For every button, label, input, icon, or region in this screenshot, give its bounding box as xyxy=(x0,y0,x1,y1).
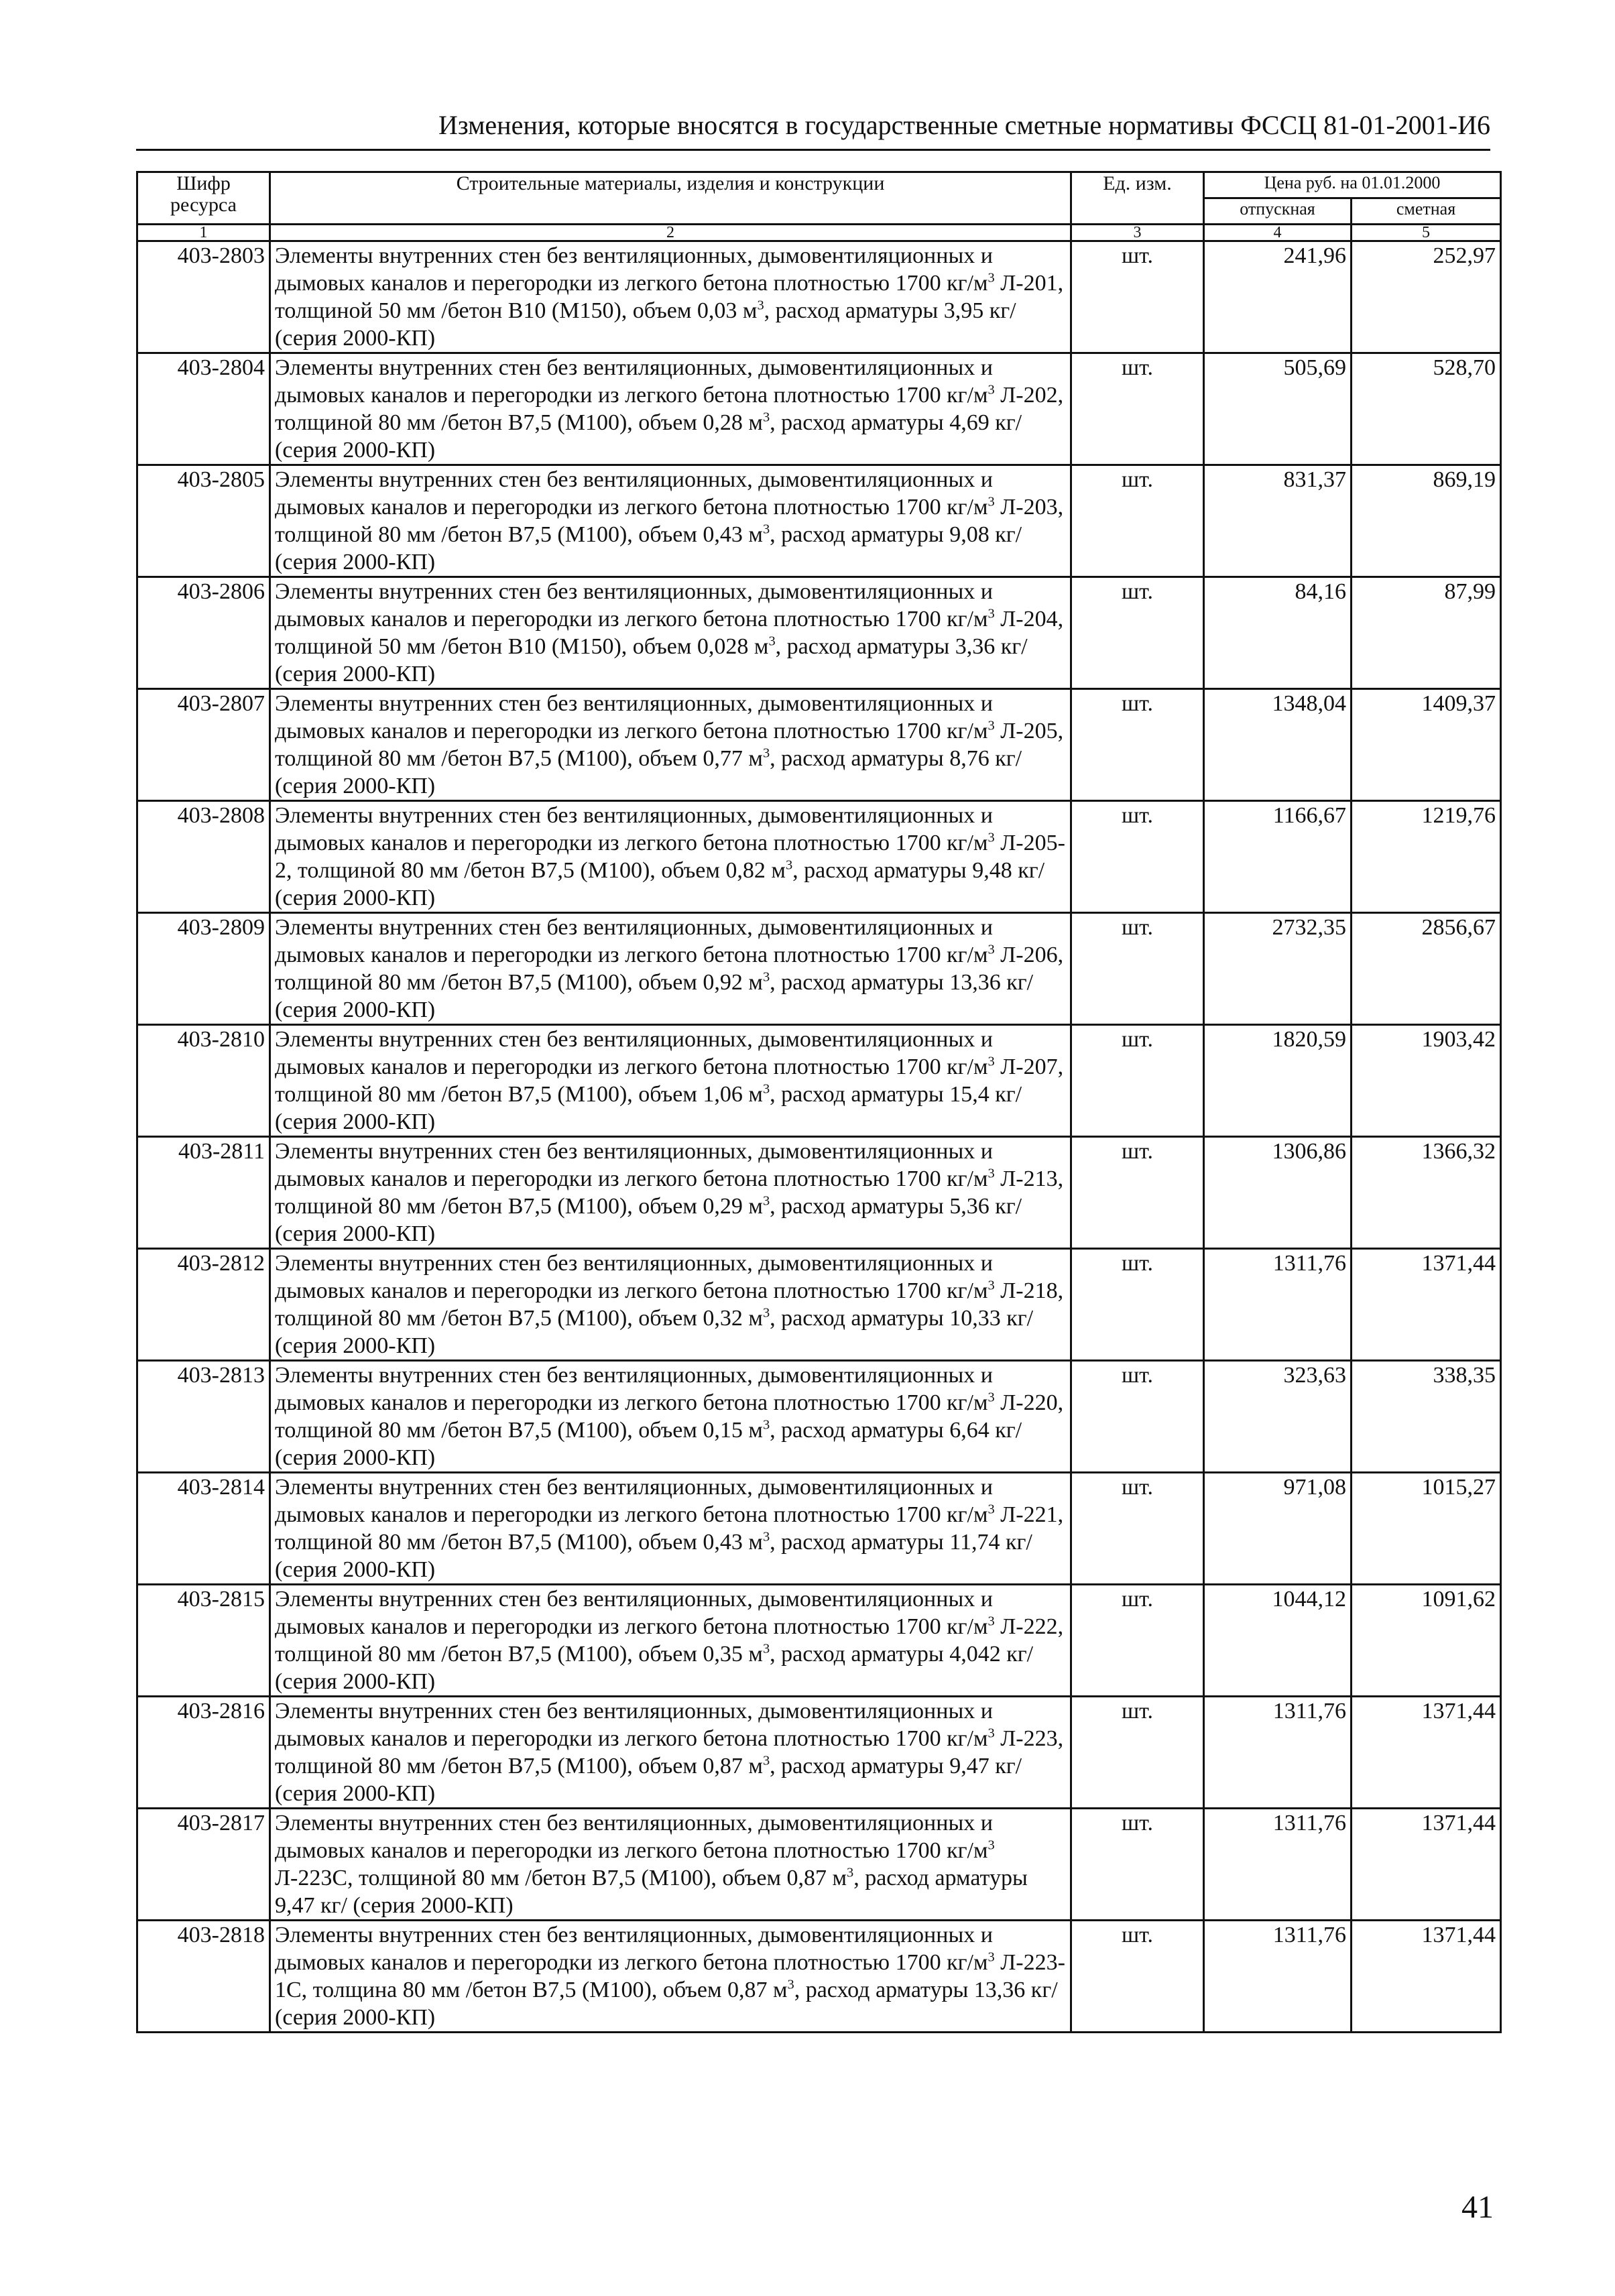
superscript-3: 3 xyxy=(988,494,995,509)
superscript-3: 3 xyxy=(988,1054,995,1069)
description-part: , расход арматуры 6,64 кг/ (серия 2000-КП) xyxy=(275,1418,1022,1470)
description-part: , расход арматуры 13,36 кг/ (серия 2000-КП) xyxy=(275,1978,1058,2030)
table-row xyxy=(137,241,1501,353)
resource-code: 403-2818 xyxy=(137,1921,270,2033)
release-price: 2732,35 xyxy=(1204,913,1352,1025)
description-part: , расход арматуры 10,33 кг/ (серия 2000-КП) xyxy=(275,1306,1034,1358)
header-estimate-price: сметная xyxy=(1352,198,1501,225)
superscript-3: 3 xyxy=(762,1305,770,1321)
superscript-3: 3 xyxy=(988,1614,995,1629)
resource-code: 403-2806 xyxy=(137,577,270,689)
description-part: , расход арматуры 15,4 кг/ (серия 2000-КП) xyxy=(275,1082,1022,1134)
description-part: Элементы внутренних стен без вентиляционных, дымовентиляционных и дымовых каналов и перегородки из легкого бетона плотностью 1700 кг/м xyxy=(275,1027,993,1079)
unit-of-measure: шт. xyxy=(1071,1137,1204,1249)
release-price: 971,08 xyxy=(1204,1473,1352,1585)
item-description xyxy=(270,1809,1071,1921)
superscript-3: 3 xyxy=(988,1502,995,1517)
resource-code: 403-2805 xyxy=(137,465,270,577)
description-part: Элементы внутренних стен без вентиляционных, дымовентиляционных и дымовых каналов и перегородки из легкого бетона плотностью 1700 кг/м xyxy=(275,579,993,631)
item-description xyxy=(270,1921,1071,2033)
item-description xyxy=(270,1361,1071,1473)
unit-of-measure: шт. xyxy=(1071,913,1204,1025)
superscript-3: 3 xyxy=(768,633,776,649)
superscript-3: 3 xyxy=(847,1865,854,1880)
description-part: Элементы внутренних стен без вентиляционных, дымовентиляционных и дымовых каналов и перегородки из легкого бетона плотностью 1700 кг/м xyxy=(275,355,993,408)
resource-code: 403-2808 xyxy=(137,801,270,913)
table-row xyxy=(137,1361,1501,1473)
page-number: 41 xyxy=(1461,2189,1494,2225)
superscript-3: 3 xyxy=(988,606,995,621)
unit-of-measure: шт. xyxy=(1071,1473,1204,1585)
description-part: Л-205, толщиной 80 мм /бетон В7,5 (М100), объем 0,77 м xyxy=(275,719,1064,771)
estimate-price: 1091,62 xyxy=(1352,1585,1501,1697)
estimate-price: 1371,44 xyxy=(1352,1921,1501,2033)
item-description xyxy=(270,241,1071,353)
description-part: Л-221, толщиной 80 мм /бетон В7,5 (М100), объем 0,43 м xyxy=(275,1502,1064,1555)
description-part: , расход арматуры 11,74 кг/ (серия 2000-КП) xyxy=(275,1530,1032,1582)
unit-of-measure: шт. xyxy=(1071,1921,1204,2033)
estimate-price: 87,99 xyxy=(1352,577,1501,689)
resource-code: 403-2807 xyxy=(137,689,270,801)
release-price: 84,16 xyxy=(1204,577,1352,689)
estimate-price: 869,19 xyxy=(1352,465,1501,577)
item-description xyxy=(270,689,1071,801)
item-description xyxy=(270,1025,1071,1137)
superscript-3: 3 xyxy=(988,830,995,845)
description-part: , расход арматуры 4,042 кг/ (серия 2000-КП) xyxy=(275,1642,1034,1694)
estimate-price: 1219,76 xyxy=(1352,801,1501,913)
superscript-3: 3 xyxy=(762,1641,770,1656)
release-price: 1306,86 xyxy=(1204,1137,1352,1249)
description-part: , расход арматуры 9,47 кг/ (серия 2000-КП) xyxy=(275,1866,1028,1918)
item-description xyxy=(270,1473,1071,1585)
release-price: 1166,67 xyxy=(1204,801,1352,913)
description-part: Л-204, толщиной 50 мм /бетон В10 (М150), объем 0,028 м xyxy=(275,607,1064,659)
table-row xyxy=(137,1249,1501,1361)
item-description xyxy=(270,1585,1071,1697)
table-row xyxy=(137,1697,1501,1809)
estimate-price: 1371,44 xyxy=(1352,1697,1501,1809)
page-header xyxy=(136,107,1490,151)
description-part: Элементы внутренних стен без вентиляционных, дымовентиляционных и дымовых каналов и перегородки из легкого бетона плотностью 1700 кг/м xyxy=(275,1587,993,1639)
estimate-price: 1015,27 xyxy=(1352,1473,1501,1585)
estimate-price: 1371,44 xyxy=(1352,1809,1501,1921)
release-price: 1820,59 xyxy=(1204,1025,1352,1137)
unit-of-measure: шт. xyxy=(1071,1249,1204,1361)
description-part: Л-205-2, толщиной 80 мм /бетон В7,5 (М100), объем 0,82 м xyxy=(275,831,1065,883)
description-part: , расход арматуры 8,76 кг/ (серия 2000-КП) xyxy=(275,746,1022,798)
description-part: Элементы внутренних стен без вентиляционных, дымовентиляционных и дымовых каналов и перегородки из легкого бетона плотностью 1700 кг/м xyxy=(275,1475,993,1527)
superscript-3: 3 xyxy=(762,745,770,761)
unit-of-measure: шт. xyxy=(1071,1809,1204,1921)
description-part: Элементы внутренних стен без вентиляционных, дымовентиляционных и дымовых каналов и перегородки из легкого бетона плотностью 1700 кг/м xyxy=(275,243,993,296)
description-part: Л-218, толщиной 80 мм /бетон В7,5 (М100), объем 0,32 м xyxy=(275,1278,1064,1331)
description-part: Л-223С, толщиной 80 мм /бетон В7,5 (М100), объем 0,87 м xyxy=(275,1866,847,1890)
release-price: 241,96 xyxy=(1204,241,1352,353)
release-price: 323,63 xyxy=(1204,1361,1352,1473)
table-row xyxy=(137,1809,1501,1921)
header-code: Шифр ресурса xyxy=(137,172,270,225)
header-unit: Ед. изм. xyxy=(1071,172,1204,225)
resource-code: 403-2804 xyxy=(137,353,270,465)
description-part: Элементы внутренних стен без вентиляционных, дымовентиляционных и дымовых каналов и перегородки из легкого бетона плотностью 1700 кг/м xyxy=(275,1251,993,1303)
release-price: 1311,76 xyxy=(1204,1921,1352,2033)
item-description xyxy=(270,465,1071,577)
description-part: , расход арматуры 9,48 кг/ (серия 2000-КП) xyxy=(275,858,1045,910)
description-part: Л-203, толщиной 80 мм /бетон В7,5 (М100), объем 0,43 м xyxy=(275,495,1064,547)
description-part: Элементы внутренних стен без вентиляционных, дымовентиляционных и дымовых каналов и перегородки из легкого бетона плотностью 1700 кг/м xyxy=(275,1811,993,1863)
description-part: Л-223, толщиной 80 мм /бетон В7,5 (М100), объем 0,87 м xyxy=(275,1726,1064,1778)
superscript-3: 3 xyxy=(757,298,764,313)
superscript-3: 3 xyxy=(762,1529,770,1545)
item-description xyxy=(270,1697,1071,1809)
table-row xyxy=(137,1025,1501,1137)
superscript-3: 3 xyxy=(988,382,995,398)
description-part: Элементы внутренних стен без вентиляционных, дымовентиляционных и дымовых каналов и перегородки из легкого бетона плотностью 1700 кг/м xyxy=(275,691,993,743)
estimate-price: 1366,32 xyxy=(1352,1137,1501,1249)
table-row xyxy=(137,913,1501,1025)
estimate-price: 2856,67 xyxy=(1352,913,1501,1025)
superscript-3: 3 xyxy=(988,1166,995,1181)
release-price: 505,69 xyxy=(1204,353,1352,465)
superscript-3: 3 xyxy=(762,1753,770,1768)
estimate-price: 338,35 xyxy=(1352,1361,1501,1473)
unit-of-measure: шт. xyxy=(1071,689,1204,801)
description-part: , расход арматуры 3,95 кг/ (серия 2000-КП) xyxy=(275,298,1016,351)
column-number: 5 xyxy=(1352,225,1501,241)
resource-code: 403-2812 xyxy=(137,1249,270,1361)
description-part: , расход арматуры 4,69 кг/ (серия 2000-КП) xyxy=(275,410,1022,463)
header-title: Изменения, которые вносятся в государственные сметные нормативы ФССЦ 81-01-2001-И6 xyxy=(438,110,1490,140)
superscript-3: 3 xyxy=(988,942,995,957)
description-part: Элементы внутренних стен без вентиляционных, дымовентиляционных и дымовых каналов и перегородки из легкого бетона плотностью 1700 кг/м xyxy=(275,1923,993,1975)
superscript-3: 3 xyxy=(988,1726,995,1741)
description-part: Л-222, толщиной 80 мм /бетон В7,5 (М100), объем 0,35 м xyxy=(275,1614,1064,1667)
resource-code: 403-2816 xyxy=(137,1697,270,1809)
unit-of-measure: шт. xyxy=(1071,577,1204,689)
item-description xyxy=(270,353,1071,465)
superscript-3: 3 xyxy=(988,1390,995,1405)
unit-of-measure: шт. xyxy=(1071,1585,1204,1697)
superscript-3: 3 xyxy=(762,410,770,425)
description-part: Элементы внутренних стен без вентиляционных, дымовентиляционных и дымовых каналов и перегородки из легкого бетона плотностью 1700 кг/м xyxy=(275,1699,993,1751)
resource-code: 403-2817 xyxy=(137,1809,270,1921)
column-number: 2 xyxy=(270,225,1071,241)
description-part: Л-202, толщиной 80 мм /бетон В7,5 (М100), объем 0,28 м xyxy=(275,383,1064,435)
unit-of-measure: шт. xyxy=(1071,241,1204,353)
description-part: Л-213, толщиной 80 мм /бетон В7,5 (М100), объем 0,29 м xyxy=(275,1166,1064,1219)
superscript-3: 3 xyxy=(762,1193,770,1209)
unit-of-measure: шт. xyxy=(1071,1025,1204,1137)
column-number: 3 xyxy=(1071,225,1204,241)
unit-of-measure: шт. xyxy=(1071,465,1204,577)
item-description xyxy=(270,801,1071,913)
table-row xyxy=(137,1585,1501,1697)
release-price: 1311,76 xyxy=(1204,1809,1352,1921)
superscript-3: 3 xyxy=(988,718,995,733)
estimate-price: 1903,42 xyxy=(1352,1025,1501,1137)
description-part: Элементы внутренних стен без вентиляционных, дымовентиляционных и дымовых каналов и перегородки из легкого бетона плотностью 1700 кг/м xyxy=(275,915,993,967)
description-part: Л-207, толщиной 80 мм /бетон В7,5 (М100), объем 1,06 м xyxy=(275,1054,1064,1107)
table-row xyxy=(137,1921,1501,2033)
column-number-row xyxy=(137,225,1501,241)
release-price: 1311,76 xyxy=(1204,1697,1352,1809)
unit-of-measure: шт. xyxy=(1071,1361,1204,1473)
superscript-3: 3 xyxy=(785,857,793,873)
resource-code: 403-2811 xyxy=(137,1137,270,1249)
superscript-3: 3 xyxy=(762,522,770,537)
resource-code: 403-2810 xyxy=(137,1025,270,1137)
table-row xyxy=(137,801,1501,913)
unit-of-measure: шт. xyxy=(1071,1697,1204,1809)
item-description xyxy=(270,913,1071,1025)
table-row xyxy=(137,689,1501,801)
superscript-3: 3 xyxy=(762,1417,770,1433)
description-part: Элементы внутренних стен без вентиляционных, дымовентиляционных и дымовых каналов и перегородки из легкого бетона плотностью 1700 кг/м xyxy=(275,1139,993,1191)
table-row xyxy=(137,1137,1501,1249)
estimate-price: 1371,44 xyxy=(1352,1249,1501,1361)
release-price: 1311,76 xyxy=(1204,1249,1352,1361)
estimate-price: 252,97 xyxy=(1352,241,1501,353)
resource-code: 403-2815 xyxy=(137,1585,270,1697)
description-part: , расход арматуры 9,47 кг/ (серия 2000-КП) xyxy=(275,1754,1022,1806)
header-release-price: отпускная xyxy=(1204,198,1352,225)
superscript-3: 3 xyxy=(988,1949,995,1965)
estimate-price: 528,70 xyxy=(1352,353,1501,465)
estimate-price: 1409,37 xyxy=(1352,689,1501,801)
description-part: , расход арматуры 13,36 кг/ (серия 2000-КП) xyxy=(275,970,1034,1022)
description-part: , расход арматуры 9,08 кг/ (серия 2000-КП) xyxy=(275,522,1022,575)
superscript-3: 3 xyxy=(988,270,995,286)
description-part: , расход арматуры 3,36 кг/ (серия 2000-КП) xyxy=(275,634,1028,686)
description-part: Л-220, толщиной 80 мм /бетон В7,5 (М100), объем 0,15 м xyxy=(275,1390,1064,1443)
description-part: , расход арматуры 5,36 кг/ (серия 2000-КП) xyxy=(275,1194,1022,1246)
superscript-3: 3 xyxy=(988,1837,995,1853)
table-row xyxy=(137,1473,1501,1585)
superscript-3: 3 xyxy=(762,969,770,985)
item-description xyxy=(270,1249,1071,1361)
release-price: 831,37 xyxy=(1204,465,1352,577)
header-name: Строительные материалы, изделия и конструкции xyxy=(270,172,1071,225)
table-row xyxy=(137,577,1501,689)
description-part: Элементы внутренних стен без вентиляционных, дымовентиляционных и дымовых каналов и перегородки из легкого бетона плотностью 1700 кг/м xyxy=(275,1363,993,1415)
table-row xyxy=(137,465,1501,577)
description-part: Л-201, толщиной 50 мм /бетон В10 (М150), объем 0,03 м xyxy=(275,271,1064,323)
description-part: Л-206, толщиной 80 мм /бетон В7,5 (М100), объем 0,92 м xyxy=(275,943,1064,995)
superscript-3: 3 xyxy=(787,1977,794,1992)
unit-of-measure: шт. xyxy=(1071,353,1204,465)
description-part: Элементы внутренних стен без вентиляционных, дымовентиляционных и дымовых каналов и перегородки из легкого бетона плотностью 1700 кг/м xyxy=(275,803,993,855)
resource-code: 403-2814 xyxy=(137,1473,270,1585)
item-description xyxy=(270,1137,1071,1249)
release-price: 1348,04 xyxy=(1204,689,1352,801)
description-part: Элементы внутренних стен без вентиляционных, дымовентиляционных и дымовых каналов и перегородки из легкого бетона плотностью 1700 кг/м xyxy=(275,467,993,520)
item-description xyxy=(270,577,1071,689)
description-part: Л-223-1С, толщина 80 мм /бетон В7,5 (М100), объем 0,87 м xyxy=(275,1950,1065,2002)
header-price: Цена руб. на 01.01.2000 xyxy=(1204,172,1501,198)
column-number: 1 xyxy=(137,225,270,241)
superscript-3: 3 xyxy=(762,1081,770,1097)
table-row xyxy=(137,353,1501,465)
unit-of-measure: шт. xyxy=(1071,801,1204,913)
superscript-3: 3 xyxy=(988,1278,995,1293)
column-number: 4 xyxy=(1204,225,1352,241)
price-table xyxy=(136,171,1502,2033)
resource-code: 403-2813 xyxy=(137,1361,270,1473)
resource-code: 403-2809 xyxy=(137,913,270,1025)
release-price: 1044,12 xyxy=(1204,1585,1352,1697)
resource-code: 403-2803 xyxy=(137,241,270,353)
